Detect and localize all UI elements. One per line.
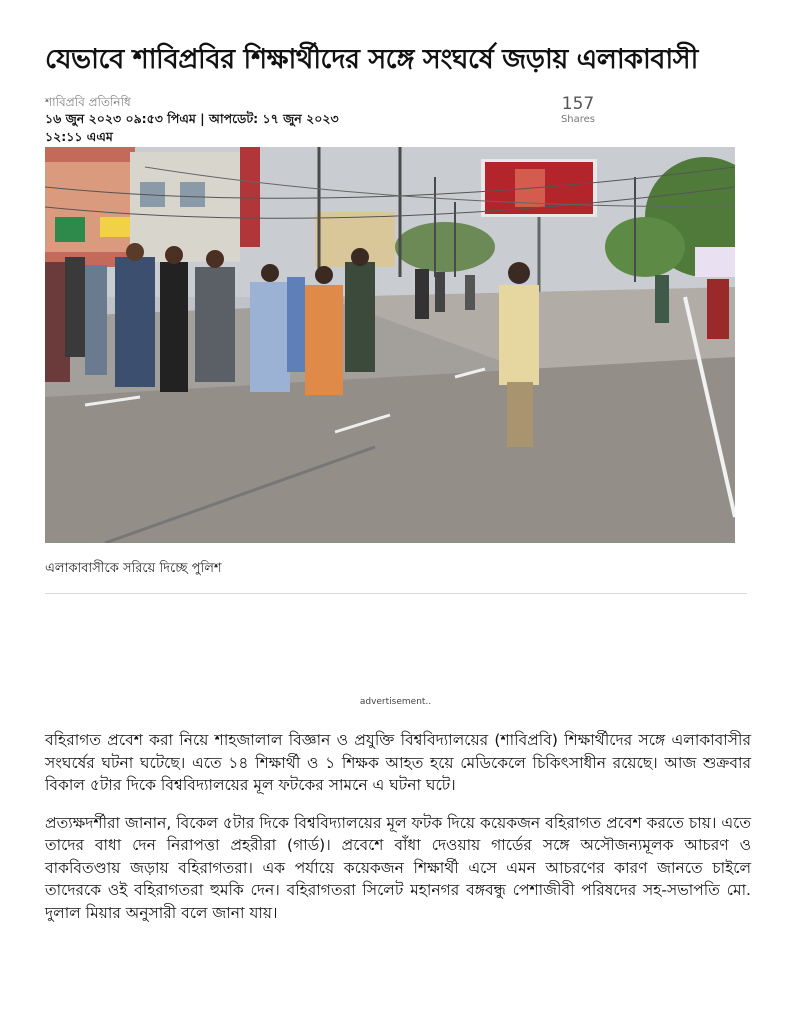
- body-paragraph: প্রত্যক্ষদর্শীরা জানান, বিকেল ৫টার দিকে বিশ্ববিদ্যালয়ের মূল ফটক দিয়ে কয়েকজন বহিরাগত প্রবেশ করতে চায়। এতে তাদের বাধা দেন নিরাপত্তা প্রহরীরা (গার্ড)। প্রবেশে বাঁধা দেওয়ায় গার্ডের সঙ্গে অসৌজন্যমূলক আচরণ ও বাকবিতণ্ডায় জড়ায় বহিরাগতরা। এক পর্যায়ে কয়েকজন শিক্ষার্থী এসে এমন আচরণের কারণ জানতে চাইলে তাদেরকে ওই বহিরাগতরা হুমকি দেন। বহিরাগতরা সিলেট মহানগর বঙ্গবন্ধু পেশাজীবী পরিষদের সহ-সভাপতি মো. দুলাল মিয়ার অনুসারী বলে জানা যায়।: [45, 813, 751, 922]
- advertisement-label: advertisement..: [359, 697, 432, 707]
- article-body: [45, 729, 751, 939]
- share-counter: [552, 94, 604, 126]
- photo-caption: এলাকাবাসীকে সরিয়ে দিচ্ছে পুলিশ: [45, 561, 222, 576]
- article-headline: যেভাবে শাবিপ্রবির শিক্ষার্থীদের সঙ্গে সংঘর্ষে জড়ায় এলাকাবাসী: [45, 44, 698, 75]
- article-meta: [45, 94, 565, 146]
- shares-label: Shares: [560, 114, 596, 125]
- body-paragraph: বহিরাগত প্রবেশ করা নিয়ে শাহজালাল বিজ্ঞান ও প্রযুক্তি বিশ্ববিদ্যালয়ের (শাবিপ্রবি) শিক্ষার্থীদের সঙ্গে এলাকাবাসীর সংঘর্ষের ঘটনা ঘটেছে। এতে ১৪ শিক্ষার্থী ও ১ শিক্ষক আহত হয়ে মেডিকেলে চিকিৎসাধীন রয়েছে। আজ শুক্রবার বিকাল ৫টার দিকে বিশ্ববিদ্যালয়ের মূল ফটকের সামনে এ ঘটনা ঘটে।: [45, 731, 751, 794]
- article-photo: [45, 147, 735, 543]
- shares-count: 157: [561, 94, 595, 114]
- divider: [45, 593, 747, 594]
- publish-time: ১২:১১ এএম: [45, 129, 113, 144]
- byline[interactable]: শাবিপ্রবি প্রতিনিধি: [45, 95, 131, 109]
- publish-date: ১৬ জুন ২০২৩ ০৯:৫৩ পিএম | আপডেট: ১৭ জুন ২০২৩: [45, 111, 339, 126]
